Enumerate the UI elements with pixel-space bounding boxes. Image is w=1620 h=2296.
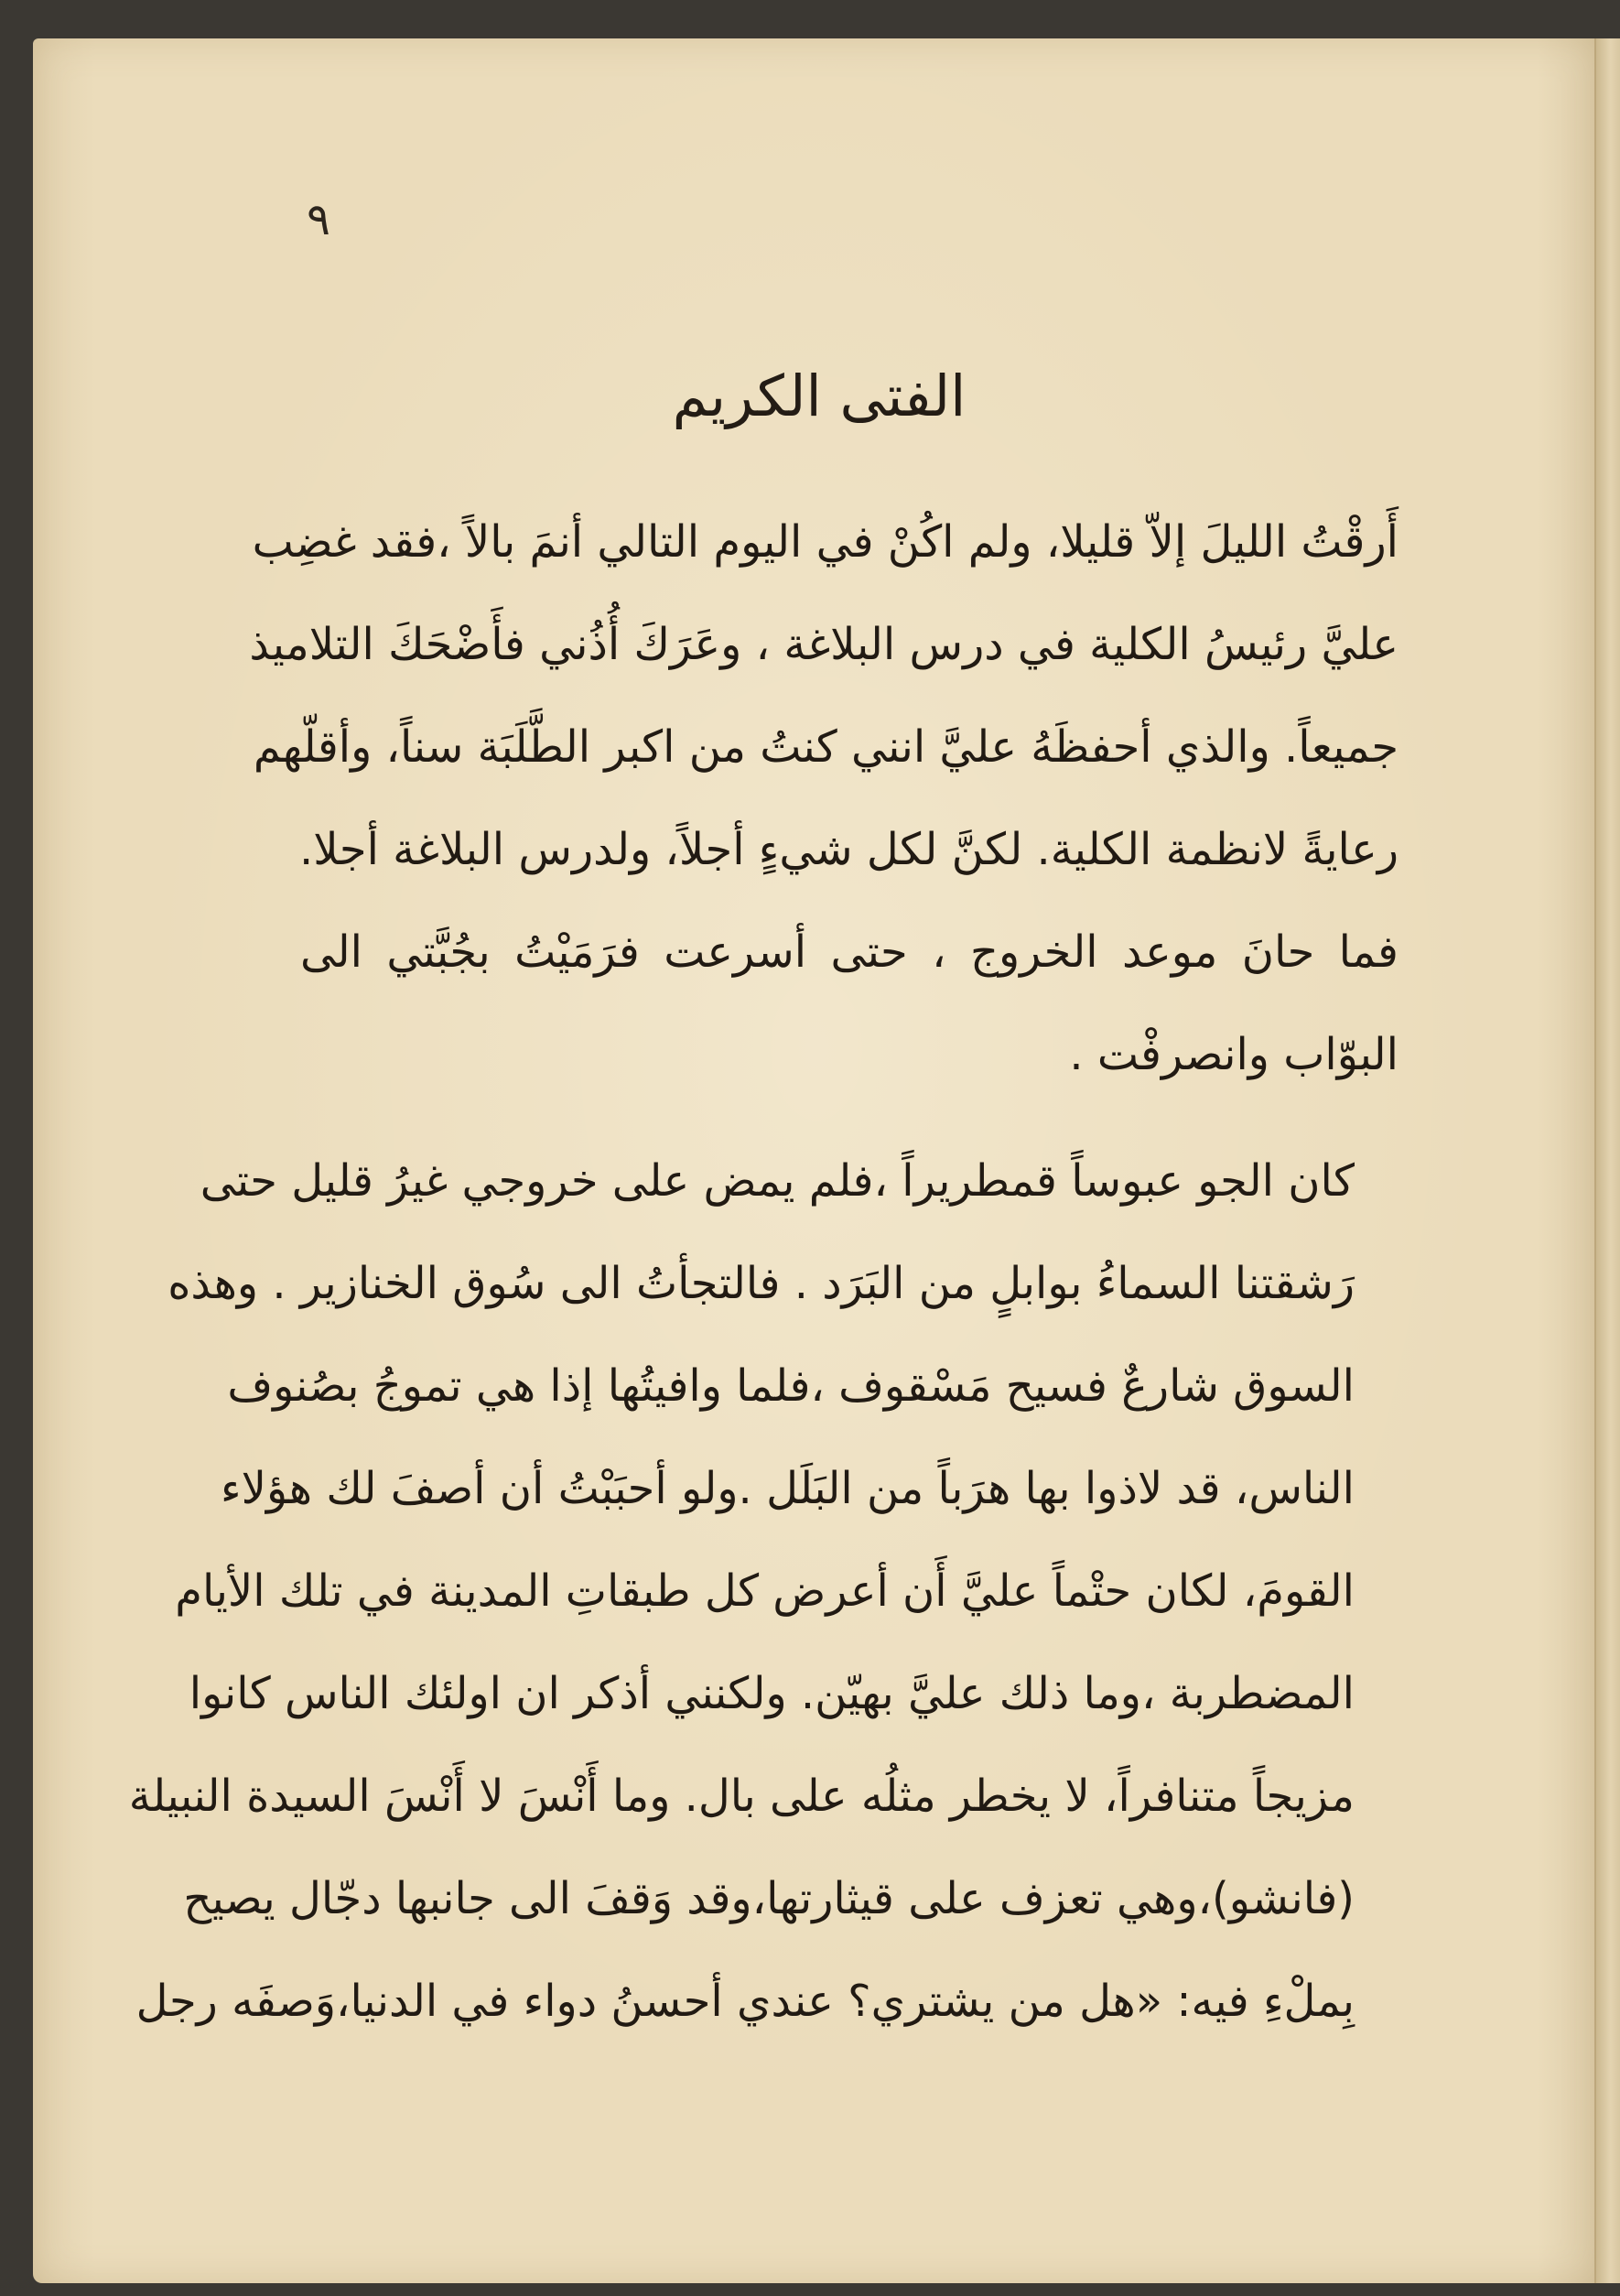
paragraph-1 <box>249 491 1399 1106</box>
text-line: كان الجو عبوساً قمطريراً ،فلم يمض على خروجي غيرُ قليل حتى <box>200 1155 1355 1207</box>
text-line: مزيجاً متنافراً، لا يخطر مثلُه على بال. وما أَنْسَ لا أَنْسَ السيدة النبيلة <box>128 1771 1355 1822</box>
text-line: بِملْءِ فيه: «هل من يشتري؟ عندي أحسنُ دواء في الدنيا،وَصفَه رجل <box>135 1976 1355 2027</box>
chapter-title: الفتى الكريم <box>672 363 967 429</box>
text-line: (فانشو)،وهي تعزف على قيثارتها،وقد وَقفَ الى جانبها دجّال يصيح <box>183 1873 1355 1924</box>
text-line: عليَّ رئيسُ الكلية في درس البلاغة ، وعَرَكَ أُذُني فأَضْحَكَ التلاميذ <box>249 619 1399 670</box>
text-line: رعايةً لانظمة الكلية. لكنَّ لكل شيءٍ أجلاً، ولدرس البلاغة أجلا. <box>299 824 1399 875</box>
text-line: رَشقتنا السماءُ بوابلٍ من البَرَد . فالتجأتُ الى سُوق الخنازير . وهذه <box>167 1258 1355 1309</box>
body-text <box>128 491 1399 2052</box>
text-line: الناس، قد لاذوا بها هرَباً من البَلَل .ولو أحبَبْتُ أن أصفَ لك هؤلاء <box>221 1463 1355 1514</box>
text-line: السوق شارعٌ فسيح مَسْقوف ،فلما وافيتُها إذا هي تموجُ بصُنوف <box>227 1360 1355 1412</box>
paragraph-2 <box>128 1130 1399 2052</box>
text-line: فما حانَ موعد الخروج ، حتى أسرعت فرَمَيْتُ بجُبَّتي الى <box>300 926 1399 978</box>
book-gutter <box>1594 38 1620 2283</box>
text-line: القومَ، لكان حتْماً عليَّ أَن أعرض كل طبقاتِ المدينة في تلك الأيام <box>175 1565 1355 1617</box>
page-number: ٩ <box>307 194 330 245</box>
text-line: البوّاب وانصرفْت . <box>1069 1029 1399 1080</box>
text-line: المضطربة ،وما ذلك عليَّ بهيّن. ولكنني أذكر ان اولئك الناس كانوا <box>189 1668 1355 1719</box>
text-line: جميعاً. والذي أحفظَهُ عليَّ انني كنتُ من اكبر الطَّلَبَة سناً، وأقلّهم <box>253 721 1399 773</box>
text-line: أَرقْتُ الليلَ إلاّ قليلا، ولم اكُنْ في اليوم التالي أنمَ بالاً ،فقد غضِب <box>252 516 1399 568</box>
